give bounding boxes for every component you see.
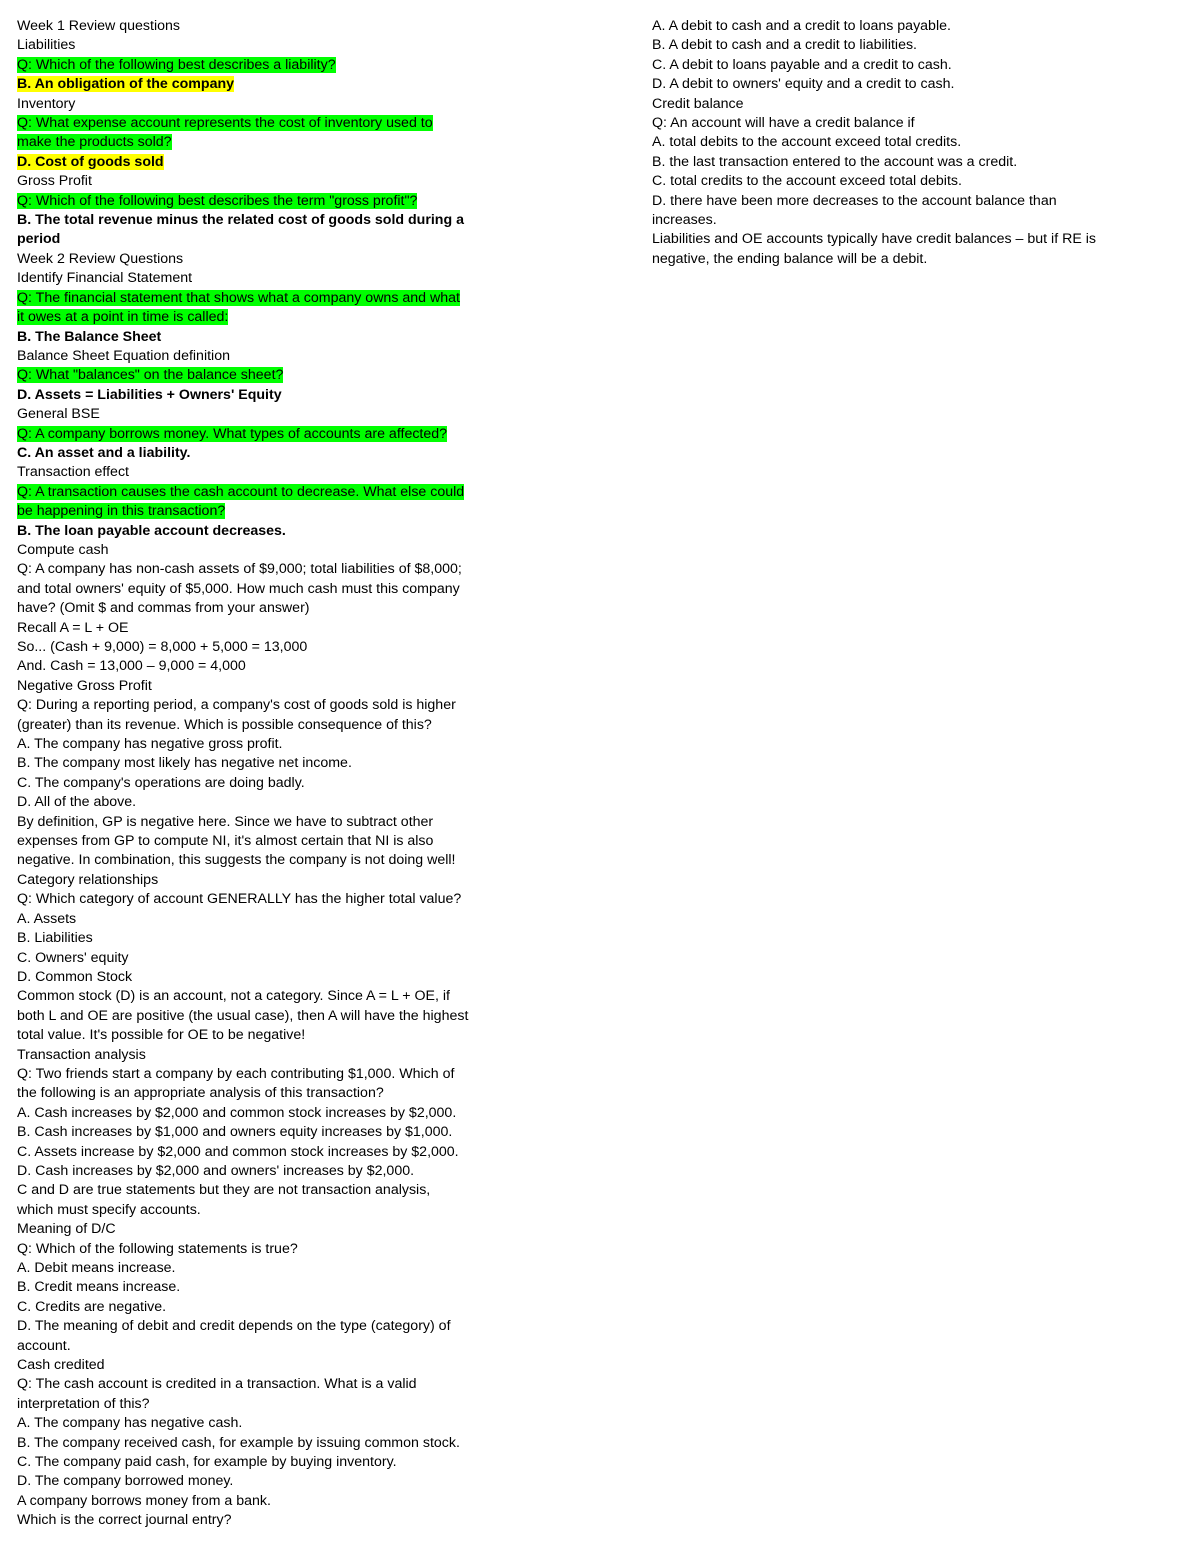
text-line-content: Q: The cash account is credited in a transaction. What is a valid xyxy=(17,1376,417,1393)
text-line-content: (greater) than its revenue. Which is possible consequence of this? xyxy=(17,716,432,733)
text-line-content: A. A debit to cash and a credit to loans payable. xyxy=(652,18,951,34)
text-line xyxy=(17,17,522,36)
text-line-content: D. A debit to owners' equity and a credit to cash. xyxy=(652,76,955,93)
text-line-content: period xyxy=(17,231,61,248)
text-line xyxy=(652,250,1172,269)
text-line xyxy=(17,1104,522,1123)
text-line xyxy=(652,192,1172,211)
text-line xyxy=(652,114,1172,133)
text-line xyxy=(17,172,522,191)
text-line-content: B. The Balance Sheet xyxy=(17,328,162,345)
text-line-content: B. The loan payable account decreases. xyxy=(17,522,286,539)
text-line xyxy=(17,1143,522,1162)
text-line xyxy=(17,949,522,968)
text-line-content: Liabilities and OE accounts typically have credit balances – but if RE is xyxy=(652,231,1096,248)
text-line-content: C. The company's operations are doing badly. xyxy=(17,774,305,791)
text-line xyxy=(17,425,522,444)
text-line xyxy=(17,1298,522,1317)
text-line xyxy=(17,36,522,55)
text-line-content: Q: Which of the following best describes a liability? xyxy=(17,56,336,73)
text-line-content: increases. xyxy=(652,212,717,229)
text-line-content: D. Assets = Liabilities + Owners' Equity xyxy=(17,386,282,403)
text-line xyxy=(17,522,522,541)
text-line xyxy=(17,1278,522,1297)
text-line xyxy=(17,638,522,657)
text-line xyxy=(17,1434,522,1453)
text-line-content: it owes at a point in time is called: xyxy=(17,309,229,326)
text-line xyxy=(17,580,522,599)
text-line xyxy=(17,1453,522,1472)
text-line-content: Q: The financial statement that shows what a company owns and what xyxy=(17,289,460,306)
text-line-content: and total owners' equity of $5,000. How much cash must this company xyxy=(17,580,460,597)
text-line-content: Q: An account will have a credit balance if xyxy=(652,115,915,132)
text-line xyxy=(17,95,522,114)
text-line xyxy=(17,1007,522,1026)
text-line xyxy=(17,754,522,773)
text-line-content: the following is an appropriate analysis of this transaction? xyxy=(17,1085,384,1102)
text-line xyxy=(652,230,1172,249)
text-line-content: A. Cash increases by $2,000 and common stock increases by $2,000. xyxy=(17,1104,457,1121)
text-line-content: B. Credit means increase. xyxy=(17,1279,181,1296)
text-line-content: be happening in this transaction? xyxy=(17,503,226,520)
text-line-content: D. there have been more decreases to the account balance than xyxy=(652,192,1057,209)
text-line xyxy=(17,1492,522,1511)
text-line xyxy=(652,95,1172,114)
text-line-content: B. A debit to cash and a credit to liabilities. xyxy=(652,37,917,54)
text-line-content: Q: A company has non-cash assets of $9,000; total liabilities of $8,000; xyxy=(17,561,462,578)
text-line-content: both L and OE are positive (the usual case), then A will have the highest xyxy=(17,1007,469,1024)
text-line-content: C. An asset and a liability. xyxy=(17,444,191,461)
text-line-content: C. total credits to the account exceed total debits. xyxy=(652,173,962,190)
text-line-content: General BSE xyxy=(17,406,100,423)
text-line-content: Liabilities xyxy=(17,37,76,54)
text-line-content: expenses from GP to compute NI, it's almost certain that NI is also xyxy=(17,833,434,850)
text-line-content: Credit balance xyxy=(652,95,744,112)
text-line xyxy=(17,114,522,133)
text-line xyxy=(17,75,522,94)
text-line-content: D. Cash increases by $2,000 and owners' increases by $2,000. xyxy=(17,1162,415,1179)
text-line xyxy=(17,890,522,909)
text-line-content: interpretation of this? xyxy=(17,1395,150,1412)
text-line xyxy=(17,347,522,366)
text-line xyxy=(17,444,522,463)
text-line-content: Recall A = L + OE xyxy=(17,619,129,636)
text-line xyxy=(17,774,522,793)
text-line-content: Q: A company borrows money. What types of accounts are affected? xyxy=(17,425,448,442)
text-line-content: which must specify accounts. xyxy=(17,1201,201,1218)
text-line xyxy=(17,211,522,230)
text-line-content: total value. It's possible for OE to be negative! xyxy=(17,1027,306,1044)
text-line xyxy=(17,1065,522,1084)
text-line-content: D. Cost of goods sold xyxy=(17,153,164,170)
text-line xyxy=(17,871,522,890)
text-line xyxy=(17,1395,522,1414)
text-line-content: A. Debit means increase. xyxy=(17,1260,176,1276)
text-line xyxy=(652,211,1172,230)
text-line xyxy=(17,308,522,327)
text-line xyxy=(17,851,522,870)
text-line-content: A. The company has negative cash. xyxy=(17,1415,243,1432)
text-line-content: Q: Which of the following best describes the term "gross profit"? xyxy=(17,192,418,209)
text-line xyxy=(17,1317,522,1336)
text-line xyxy=(17,289,522,308)
text-line xyxy=(652,172,1172,191)
text-line-content: C. Assets increase by $2,000 and common stock increases by $2,000. xyxy=(17,1143,459,1160)
text-line xyxy=(17,793,522,812)
text-line xyxy=(17,269,522,288)
text-line xyxy=(17,366,522,385)
text-line-content: Which is the correct journal entry? xyxy=(17,1512,232,1529)
text-line xyxy=(17,1337,522,1356)
text-line-content: negative, the ending balance will be a debit. xyxy=(652,250,928,267)
text-line-content: Common stock (D) is an account, not a category. Since A = L + OE, if xyxy=(17,988,450,1005)
text-line xyxy=(17,813,522,832)
text-line xyxy=(17,230,522,249)
text-line-content: Week 2 Review Questions xyxy=(17,250,184,267)
text-line xyxy=(17,1414,522,1433)
text-line xyxy=(17,405,522,424)
text-line-content: Week 1 Review questions xyxy=(17,18,180,34)
text-line-content: Q: During a reporting period, a company's cost of goods sold is higher xyxy=(17,697,456,714)
text-line xyxy=(652,153,1172,172)
text-line xyxy=(17,1511,522,1530)
text-line xyxy=(17,910,522,929)
text-line xyxy=(17,386,522,405)
text-line-content: Meaning of D/C xyxy=(17,1221,116,1238)
text-line xyxy=(652,133,1172,152)
text-line-content: Cash credited xyxy=(17,1357,105,1374)
text-line-content: A. total debits to the account exceed total credits. xyxy=(652,134,962,151)
text-line xyxy=(17,619,522,638)
text-line-content: So... (Cash + 9,000) = 8,000 + 5,000 = 13,000 xyxy=(17,639,308,655)
text-line-content: C. A debit to loans payable and a credit to cash. xyxy=(652,56,952,73)
text-line xyxy=(17,657,522,676)
text-line xyxy=(17,483,522,502)
text-line xyxy=(17,133,522,152)
text-line xyxy=(17,1375,522,1394)
text-line-content: Q: A transaction causes the cash account to decrease. What else could xyxy=(17,483,465,500)
text-line xyxy=(17,696,522,715)
text-line xyxy=(17,735,522,754)
text-line xyxy=(17,1026,522,1045)
text-line xyxy=(17,250,522,269)
text-line xyxy=(17,1259,522,1278)
text-line xyxy=(17,1046,522,1065)
text-line-content: A. The company has negative gross profit. xyxy=(17,736,283,753)
text-line-content: B. The company most likely has negative net income. xyxy=(17,755,352,772)
text-line-content: By definition, GP is negative here. Since we have to subtract other xyxy=(17,813,434,830)
text-line-content: Gross Profit xyxy=(17,173,92,190)
text-line-content: Identify Financial Statement xyxy=(17,270,193,287)
text-line-content: Transaction analysis xyxy=(17,1046,146,1063)
text-line xyxy=(17,56,522,75)
text-line-content: Q: What "balances" on the balance sheet? xyxy=(17,367,284,384)
text-line xyxy=(17,677,522,696)
text-line-content: Transaction effect xyxy=(17,464,129,481)
text-line-content: Q: Which category of account GENERALLY has the higher total value? xyxy=(17,891,462,908)
text-line xyxy=(17,1356,522,1375)
text-line-content: A. Assets xyxy=(17,910,77,927)
text-line-content: Negative Gross Profit xyxy=(17,677,152,694)
text-line-content: B. the last transaction entered to the account was a credit. xyxy=(652,153,1018,170)
text-line-content: Q: Which of the following statements is true? xyxy=(17,1240,298,1257)
text-line-content: make the products sold? xyxy=(17,134,172,151)
text-line xyxy=(17,1220,522,1239)
text-line xyxy=(652,75,1172,94)
text-line xyxy=(17,1472,522,1491)
text-line-content: negative. In combination, this suggests the company is not doing well! xyxy=(17,852,456,869)
text-line xyxy=(17,1201,522,1220)
text-line xyxy=(17,153,522,172)
text-line-content: D. All of the above. xyxy=(17,794,137,811)
text-line-content: C. The company paid cash, for example by buying inventory. xyxy=(17,1454,397,1471)
text-line-content: B. The company received cash, for example by issuing common stock. xyxy=(17,1434,460,1451)
text-line-content: C and D are true statements but they are not transaction analysis, xyxy=(17,1182,431,1199)
text-line xyxy=(17,599,522,618)
text-line-content: B. Cash increases by $1,000 and owners equity increases by $1,000. xyxy=(17,1124,453,1141)
text-line xyxy=(17,192,522,211)
text-line xyxy=(17,1181,522,1200)
text-line xyxy=(17,929,522,948)
text-line-content: Category relationships xyxy=(17,871,159,888)
text-line xyxy=(17,541,522,560)
text-line-content: D. The meaning of debit and credit depends on the type (category) of xyxy=(17,1318,451,1335)
text-line xyxy=(17,1240,522,1259)
text-line xyxy=(17,968,522,987)
text-line xyxy=(17,832,522,851)
text-line xyxy=(17,502,522,521)
text-line xyxy=(652,36,1172,55)
text-line xyxy=(17,1162,522,1181)
text-line xyxy=(17,987,522,1006)
text-line-content: account. xyxy=(17,1337,71,1354)
text-line xyxy=(17,463,522,482)
text-line xyxy=(17,716,522,735)
text-line-content: C. Credits are negative. xyxy=(17,1298,167,1315)
text-line-content: A company borrows money from a bank. xyxy=(17,1492,271,1509)
text-line-content: C. Owners' equity xyxy=(17,949,129,966)
text-line-content: B. Liabilities xyxy=(17,930,93,947)
left-column xyxy=(17,17,522,1531)
text-line-content: Inventory xyxy=(17,95,76,112)
text-line-content: And. Cash = 13,000 – 9,000 = 4,000 xyxy=(17,658,246,675)
text-line xyxy=(17,1084,522,1103)
text-line-content: D. The company borrowed money. xyxy=(17,1473,234,1490)
text-line-content: B. The total revenue minus the related cost of goods sold during a xyxy=(17,212,464,229)
text-line xyxy=(17,328,522,347)
text-line-content: B. An obligation of the company xyxy=(17,76,235,93)
text-line-content: Q: What expense account represents the cost of inventory used to xyxy=(17,115,433,132)
text-line-content: D. Common Stock xyxy=(17,968,133,985)
text-line-content: Balance Sheet Equation definition xyxy=(17,347,230,364)
text-line-content: Q: Two friends start a company by each contributing $1,000. Which of xyxy=(17,1065,455,1082)
text-line-content: have? (Omit $ and commas from your answer) xyxy=(17,600,310,617)
text-line xyxy=(17,1123,522,1142)
right-column xyxy=(652,17,1172,269)
text-line xyxy=(652,17,1172,36)
text-line xyxy=(652,56,1172,75)
text-line-content: Compute cash xyxy=(17,541,109,558)
text-line xyxy=(17,560,522,579)
